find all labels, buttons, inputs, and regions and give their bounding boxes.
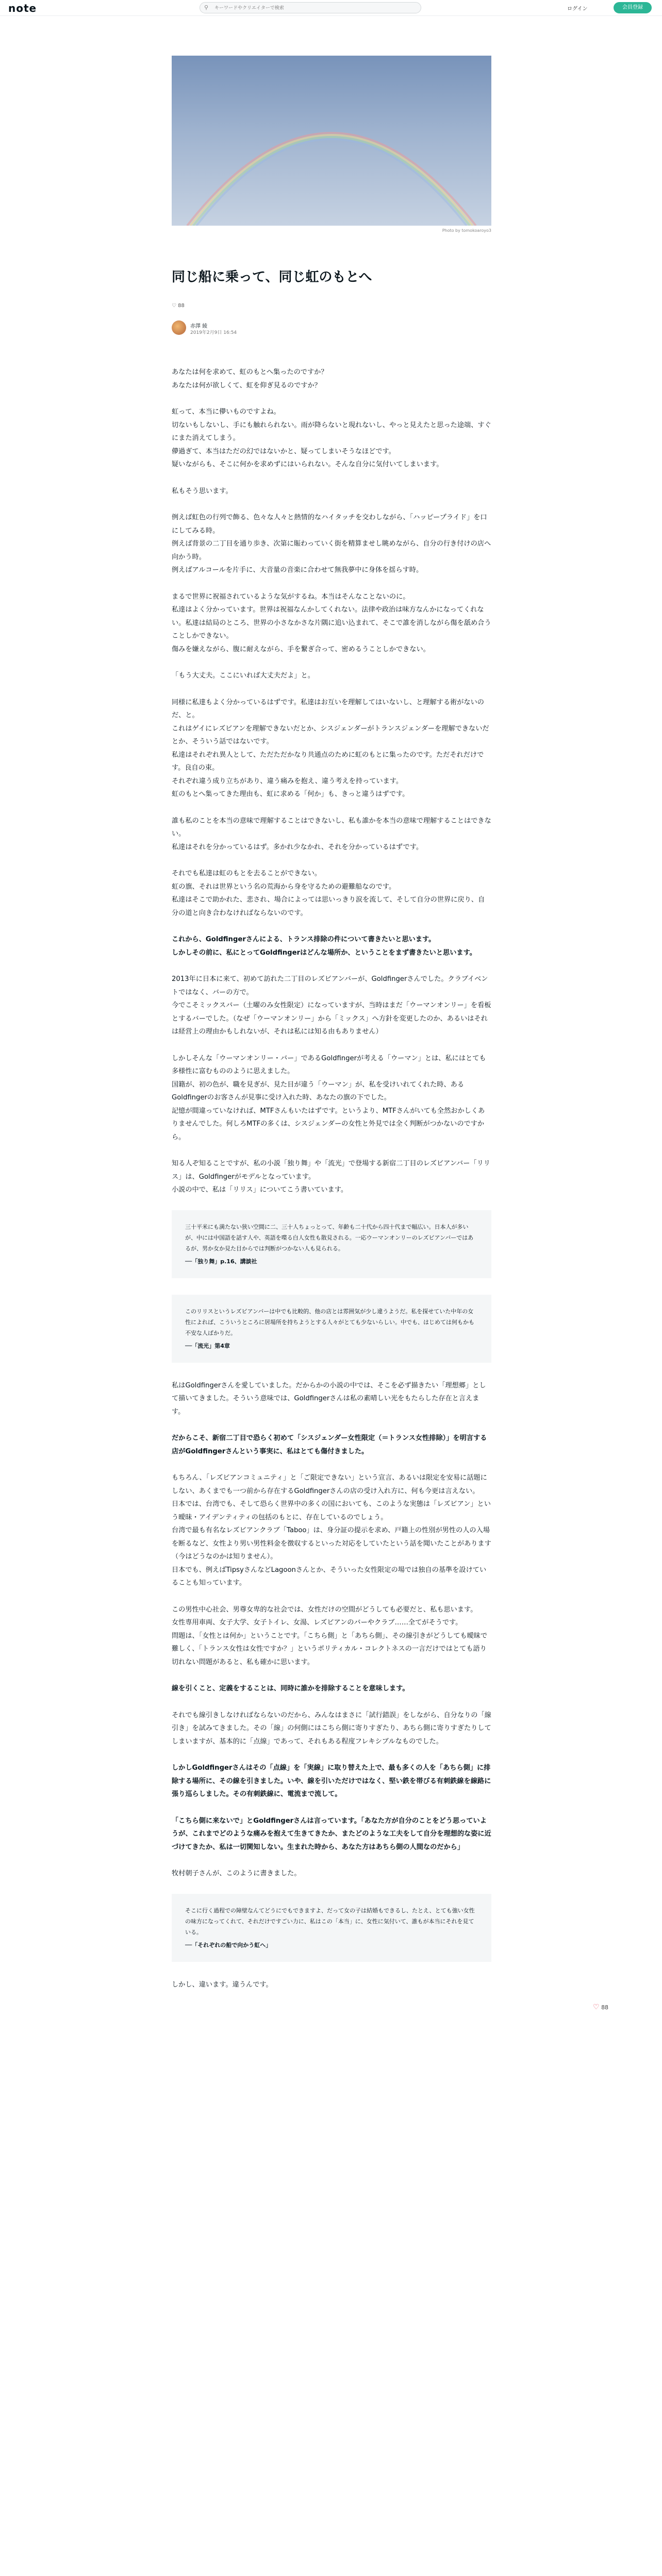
paragraph: 2013年に日本に来て、初めて訪れた二丁目のレズビアンバーが、Goldfingerさんでした。クラブイベントではなく、バーの方で。 今でこそミックスバー（土曜のみ女性限定）になっていますが、当時はまだ「ウーマンオンリー」を看板とするバーでした。（なぜ「ウーマンオンリー」から「ミックス」へ方針を変更したのか、あるいはそれは経営上の理由かもしれないが、それは私には知る由もありません）	[172, 975, 491, 1036]
photo-credit: Photo by tomokoaroyo3	[442, 228, 491, 233]
quote-source: ──「それぞれの船で向かう虹へ」	[185, 1941, 272, 1948]
hero-image	[172, 56, 491, 226]
paragraph: 線を引くこと、定義をすることは、同時に誰かを排除することを意味します。	[172, 1685, 409, 1692]
post-date: 2019年2月9日 16:54	[190, 330, 237, 335]
paragraph: 例えば虹色の行列で飾る、色々な人々と熱情的なハイタッチを交わしながら、「ハッピープライド」を口にしてみる時。 例えば背景の二丁目を通り歩き、次第に賑わっていく街を精算ませし眺めながら、自分の行き付けの店へ向かう時。 例えばアルコールを片手に、大音量の音楽に合わせて無我夢中に身体を揺らす時。	[172, 514, 491, 574]
like-heart-icon[interactable]: ♡	[593, 2003, 600, 2011]
blockquote	[172, 1210, 491, 1278]
top-header	[0, 0, 662, 16]
paragraph: 私もそう思います。	[172, 487, 233, 495]
paragraph: 「もう大丈夫。ここにいれば大丈夫だよ」と。	[172, 672, 315, 680]
paragraph: 知る人ぞ知ることですが、私の小説「独り舞」や「流光」で登場する新宿二丁目のレズビアンバー「リリス」は、Goldfingerがモデルとなっています。 小説の中で、私は「リリス」についてこう書いています。	[172, 1160, 490, 1194]
paragraph: 虹って、本当に儚いものですよね。 切ないもしないし、手にも触れられない。雨が降らないと現れないし、やっと見えたと思った途端、すぐにまた消えてしまう。 儚過ぎて、本当はただの幻ではないかと、疑ってしまいそうなほどです。 疑いながらも、そこに何かを求めずにはいられない。そんな自分に気付いてしまいます。	[172, 408, 491, 468]
paragraph: しかし、違います。違うんです。	[172, 1980, 273, 1989]
search-input[interactable]	[213, 4, 417, 13]
author-name[interactable]: 赤澤 綾	[190, 324, 208, 329]
rainbow-image	[172, 56, 491, 226]
article-body	[172, 366, 491, 2005]
paragraph: 「こちら側に来ないで」とGoldfingerさんは言っています。「あなた方が自分のことをどう思っていようが、これまでどのような痛みを抱えて生きてきたか、またどのような工夫をして自分を理想的な姿に近づけてきたか、私は一切関知しない。生まれた時から、あなた方はあちら側の人間なのだから」	[172, 1817, 491, 1851]
login-link[interactable]: ログイン	[567, 6, 588, 12]
paragraph: しかしGoldfingerさんはその「点線」を「実線」に取り替えた上で、最も多くの人を「あちら側」に排除する場所に、その線を引きました。いや、線を引いただけではなく、堅い鉄を帯びる有刺鉄線を線路に張り巡らしました。その有刺鉄線に、電流まで流して。	[172, 1764, 491, 1798]
quote-source: ──「独り舞」p.16、講談社	[185, 1258, 257, 1265]
blockquote	[172, 1894, 491, 1962]
floating-actions	[593, 2003, 608, 2011]
heart-icon[interactable]: ♡	[172, 303, 176, 309]
avatar[interactable]	[172, 320, 186, 335]
paragraph: 私はGoldfingerさんを愛していました。だからかの小説の中では、そこを必ず描きたい「理想郷」として描いてきました。そういう意味では、Goldfingerさんは私の素晴しい光をもたらした存在と言えます。	[172, 1381, 486, 1416]
blockquote	[172, 1295, 491, 1363]
note-logo[interactable]: note	[8, 2, 37, 14]
signup-button[interactable]: 会員登録	[614, 2, 652, 13]
paragraph: 同様に私達もよく分かっているはずです。私達はお互いを理解してはいないし、と理解する術がないのだ、と。 これはゲイにレズビアンを理解できないだとか、シスジェンダーがトランスジェンダーを理解できないだとか、そういう話ではないです。 私達はそれぞれ異人として、ただただかなり共通点のために虹のもとに集ったのです。ただそれだけです。良自の束。 それぞれ違う成り立ちがあり、違う痛みを抱え、違う考えを持っています。 虹のもとへ集ってきた理由も、虹に求める「何か」も、きっと違うはずです。	[172, 698, 489, 798]
paragraph: まるで世界に祝福されているような気がするね。本当はそんなことないのに。 私達はよく分かっています。世界は祝福なんかしてくれない。法律や政治は味方なんかになってくれない。私達は結局のところ、世界の小さなかさな片隅に追い込まれて、そこで誰を消しながら傷を舐め合うことしかできない。 傷みを嫌えながら、腹に耐えながら、手を繋ぎ合って、密めるうことしかできない。	[172, 592, 491, 653]
search-icon: ⚲	[204, 4, 209, 11]
paragraph: それでも私達は虹のもとを去ることができない。 虹の旗、それは世界という名の荒海から身を守るための避難船なのです。 私達はそこで助かれた、悲され、場合によっては思いっきり涙を流して、そして自分の世界に戻り、自分の道と向き合わなければならないのです。	[172, 870, 485, 917]
paragraph: しかしそんな「ウーマンオンリー・バー」であるGoldfingerが考える「ウーマン」とは、私にはとても多様性に富むもののように思えました。 国籍が、初の色が、職を見ぎが、見た目が違う「ウーマン」が、私を受けいれてくれた時、あるGoldfingerのお客さんが見事に受け入れた時、あなたの旗の下でした。 記憶が間違っていなければ、MTFさんもいたはずです。というより、MTFさんがいても全然おかしくありませんでした。何しろMTFの多くは、シスジェンダーの女性と外見では全く判断がつかないのですから。	[172, 1054, 486, 1141]
like-count: 88	[178, 303, 185, 309]
quote-text: そこに行く過程での障壁なんてどうにでもできますよ、だって女の子は結婚もできるし、たとえ、とても強い女性の味方になってくれて、それだけですごい力に、私はこの「本当」に、女性に気付いて、誰もが本当にそれを見ている。	[185, 1907, 475, 1936]
paragraph: だからこそ、新宿二丁目で恐らく初めて「シスジェンダー女性限定（＝トランス女性排除）」を明言する店がGoldfingerさんという事実に、私はとても傷付きました。	[172, 1434, 487, 1455]
paragraph: もちろん、「レズビアンコミュニティ」と「ご限定できない」という宣言、あるいは限定を安易に話題にしない、あくまでも一つ前から存在するGoldfingerさんの店の受け入れ方に、何も今更は言えない。 日本では、台湾でも、そして恐らく世界中の多くの国においても、このような実態は「レズビアン」という曖昧・アイデンティティの包括のもとに、存在しているのでしょう。 台湾で最も有名なレズビアンクラブ「Taboo」は、身分証の提示を求め、戸籍上の性別が男性の人の入場を断るなど、女性より男い男性料金を徴収するといった対応をしていたという話を聞いたことがあります（今はどうなのかは知りません）。 日本でも、例えばTipsyさんなどLagoonさんとか、そういった女性限定の場では独自の基準を設けていることも知っています。	[172, 1474, 491, 1587]
paragraph: 牧村朝子さんが、このように書きました。	[172, 1870, 301, 1877]
paragraph: これから、Goldfingerさんによる、トランス排除の件について書きたいと思います。 しかしその前に、私にとってGoldfingerはどんな場所か、ということをまず書きたいと思います。	[172, 936, 476, 957]
quote-text: 三十平米にも満たない狭い空間に二、三十人ちょっとって、年齢も二十代から四十代まで幅広い。日本人が多いが、中には中国語を話す人や、英語を喋る白人女性も散見される。一応ウーマンオンリーのレズビアンバーではあるが、男か女か見た目からでは判断がつかない人も見られる。	[185, 1223, 474, 1252]
quote-text: このリリスというレズビアンバーは中でも比較的、他の店とは雰囲気が少し違うようだ。私を探せていた中年の女性によれば、こういうところに居場所を持ちようとする人々がとても少ないらしい。中でも、はじめては何もかも不安な人ばかりだ。	[185, 1308, 474, 1336]
paragraph: あなたは何を求めて、虹のもとへ集ったのですか？ あなたは何が欲しくて、虹を仰ぎ見るのですか？	[172, 368, 328, 389]
quote-source: ──「流光」第4章	[185, 1342, 230, 1349]
paragraph: この男性中心社会、男尊女卑的な社会では、女性だけの空間がどうしても必要だと、私も思います。 女性専用車両、女子大学、女子トイレ、女湯、レズビアンのバーやクラブ……全てがそうです。 問題は、「女性とは何か」ということです。「こちら側」と「あちら側」、その線引きがどうしても曖昧で難しく、「トランス女性は女性ですか？」というポリティカル・コレクトネスの一言だけではとても語り切れない問題があると、私も確かに思います。	[172, 1605, 488, 1666]
search-box[interactable]	[200, 2, 421, 13]
like-row[interactable]	[172, 303, 185, 309]
article-title: 同じ船に乗って、同じ虹のもとへ	[172, 269, 372, 285]
paragraph: 誰も私のことを本当の意味で理解することはできないし、私も誰かを本当の意味で理解することはできない。 私達はそれを分かっているはず。多かれ少なかれ、それを分かっているはずです。	[172, 817, 491, 851]
paragraph: それでも線引きしなければならないのだから、みんなはまさに「試行錯誤」をしながら、自分なりの「線引き」を試みてきました。その「線」の何側にはこちら側に寄りすぎたり、あちら側に寄りすぎたりしてしまいますが、基本的に「点線」であって、それもある程度フレキシブルなものでした。	[172, 1711, 491, 1745]
side-like-count: 88	[601, 2004, 609, 2011]
